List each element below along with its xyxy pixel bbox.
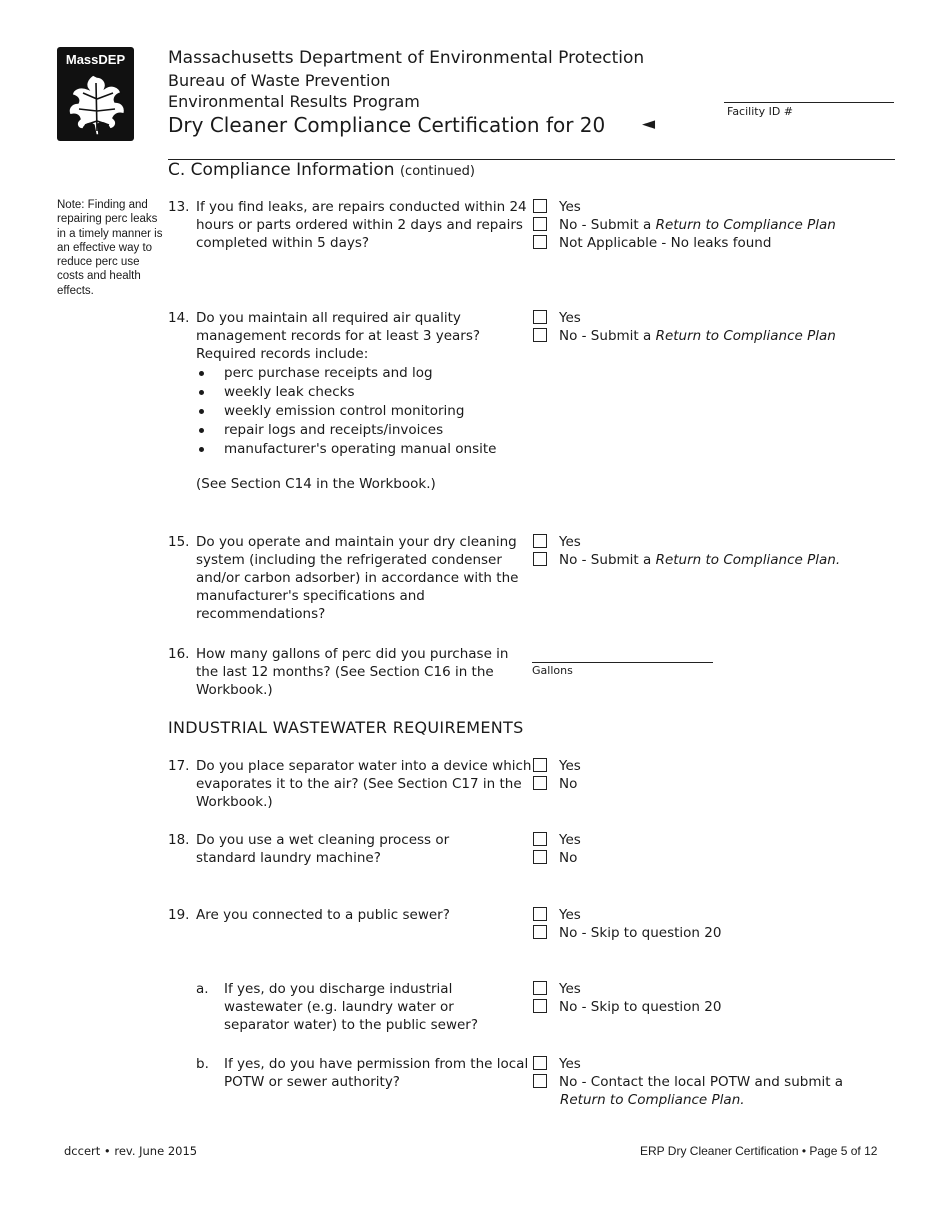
q18-option-yes[interactable]	[533, 831, 581, 849]
option-label: Yes	[559, 534, 581, 550]
list-item: weekly leak checks	[196, 383, 496, 402]
q19a-options	[533, 980, 721, 1016]
question-number: 17.	[168, 758, 190, 774]
option-label: Yes	[559, 199, 581, 215]
q13-option-no[interactable]	[533, 216, 836, 234]
q14-required-records	[196, 364, 496, 459]
q14-options	[533, 309, 836, 345]
section-title-text: C. Compliance Information	[168, 160, 395, 180]
list-item: manufacturer's operating manual onsite	[196, 440, 496, 459]
option-label: Yes	[559, 832, 581, 848]
checkbox[interactable]	[533, 552, 547, 566]
bureau-name: Bureau of Waste Prevention	[168, 71, 391, 90]
checkbox[interactable]	[533, 776, 547, 790]
q19b-option-no-continued	[533, 1091, 863, 1109]
oak-leaf-icon	[63, 69, 129, 139]
question-text: If yes, do you have permission from the local POTW or sewer authority?	[224, 1056, 529, 1090]
q15-option-yes[interactable]	[533, 533, 840, 551]
list-item: weekly emission control monitoring	[196, 402, 496, 421]
option-label: No - Submit a	[559, 217, 656, 233]
option-label: No - Contact the local POTW and submit a	[559, 1074, 844, 1090]
question-text: Do you place separator water into a device which evaporates it to the air? (See Section C17 in the Workbook.)	[196, 758, 532, 810]
option-label: No - Submit a	[559, 552, 656, 568]
checkbox[interactable]	[533, 758, 547, 772]
q13-option-na[interactable]	[533, 234, 836, 252]
option-label: No - Skip to question 20	[559, 925, 722, 941]
q19-option-yes[interactable]	[533, 906, 721, 924]
list-item: repair logs and receipts/invoices	[196, 421, 496, 440]
checkbox[interactable]	[533, 981, 547, 995]
checkbox[interactable]	[533, 328, 547, 342]
question-number: 16.	[168, 646, 190, 662]
question-number: 15.	[168, 534, 190, 550]
q19a-option-no[interactable]	[533, 998, 721, 1016]
option-label: No - Skip to question 20	[559, 999, 722, 1015]
question-text: Are you connected to a public sewer?	[196, 907, 450, 923]
checkbox[interactable]	[533, 534, 547, 548]
option-label: Yes	[559, 310, 581, 326]
industrial-wastewater-heading: INDUSTRIAL WASTEWATER REQUIREMENTS	[168, 718, 524, 737]
question-number: 19.	[168, 907, 190, 923]
side-note: Note: Finding and repairing perc leaks in a timely manner is an effective way to reduce perc use costs and health effects.	[57, 199, 163, 297]
q14-option-yes[interactable]	[533, 309, 836, 327]
checkbox[interactable]	[533, 850, 547, 864]
checkbox[interactable]	[533, 235, 547, 249]
question-letter: a.	[196, 981, 209, 997]
option-label-italic: Return to Compliance Plan	[655, 217, 836, 233]
checkbox[interactable]	[533, 217, 547, 231]
gallons-label: Gallons	[532, 664, 573, 677]
option-label: No	[559, 776, 578, 792]
question-text: Do you maintain all required air quality management records for at least 3 years? Required records include:	[196, 310, 481, 362]
question-text: If you find leaks, are repairs conducted within 24 hours or parts ordered within 2 days and repairs completed within 5 days?	[196, 199, 527, 251]
q14-see-workbook: (See Section C14 in the Workbook.)	[196, 476, 436, 492]
checkbox[interactable]	[533, 199, 547, 213]
q15-options	[533, 533, 840, 569]
option-label: Yes	[559, 981, 581, 997]
q13-option-yes[interactable]	[533, 198, 836, 216]
option-label: No	[559, 850, 578, 866]
q19b-options	[533, 1055, 863, 1109]
question-text: Do you use a wet cleaning process or standard laundry machine?	[196, 832, 450, 866]
checkbox[interactable]	[533, 1074, 547, 1088]
facility-id-label: Facility ID #	[727, 105, 794, 118]
question-number: 14.	[168, 310, 190, 326]
section-title	[168, 160, 475, 180]
q17-options	[533, 757, 581, 793]
question-text: If yes, do you discharge industrial wastewater (e.g. laundry water or separator water) to the public sewer?	[224, 981, 479, 1033]
checkbox[interactable]	[533, 1056, 547, 1070]
form-title: Dry Cleaner Compliance Certification for 20	[168, 113, 606, 137]
agency-name: Massachusetts Department of Environmental Protection	[168, 48, 645, 68]
checkbox[interactable]	[533, 310, 547, 324]
q19-options	[533, 906, 721, 942]
checkbox[interactable]	[533, 925, 547, 939]
question-number: 13.	[168, 199, 190, 215]
checkbox[interactable]	[533, 907, 547, 921]
q17-option-no[interactable]	[533, 775, 581, 793]
q13-options	[533, 198, 836, 252]
option-label: Yes	[559, 758, 581, 774]
q15-option-no[interactable]	[533, 551, 840, 569]
option-label-italic: Return to Compliance Plan.	[560, 1092, 745, 1108]
question-number: 18.	[168, 832, 190, 848]
q18-options	[533, 831, 581, 867]
option-label-italic: Return to Compliance Plan.	[655, 552, 841, 568]
question-text: Do you operate and maintain your dry cleaning system (including the refrigerated condenser and/or carbon adsorber) in accordance with the manufacturer's specifications and recommendations?	[196, 534, 519, 622]
footer-page-info: ERP Dry Cleaner Certification • Page 5 of 12	[640, 1144, 878, 1158]
checkbox[interactable]	[533, 832, 547, 846]
q17-option-yes[interactable]	[533, 757, 581, 775]
gallons-input[interactable]	[534, 644, 712, 660]
question-letter: b.	[196, 1056, 209, 1072]
footer-revision: dccert • rev. June 2015	[64, 1144, 198, 1158]
section-continued: (continued)	[399, 164, 475, 179]
q19-option-no[interactable]	[533, 924, 721, 942]
option-label: Not Applicable - No leaks found	[559, 235, 772, 251]
q18-option-no[interactable]	[533, 849, 581, 867]
option-label: Yes	[559, 1056, 581, 1072]
left-arrow-icon: ◄	[642, 114, 656, 134]
question-text: How many gallons of perc did you purchase in the last 12 months? (See Section C16 in the Workbook.)	[196, 646, 509, 698]
q19a-option-yes[interactable]	[533, 980, 721, 998]
gallons-input-line	[532, 662, 713, 663]
facility-id-field[interactable]	[724, 102, 894, 103]
q19b-option-no[interactable]	[533, 1073, 863, 1091]
program-name: Environmental Results Program	[168, 92, 420, 111]
q14-option-no[interactable]	[533, 327, 836, 345]
option-label: No - Submit a	[559, 328, 656, 344]
list-item: perc purchase receipts and log	[196, 364, 496, 383]
checkbox[interactable]	[533, 999, 547, 1013]
option-label: Yes	[559, 907, 581, 923]
q19b-option-yes[interactable]	[533, 1055, 863, 1073]
logo-text: MassDEP	[65, 52, 126, 67]
option-label-italic: Return to Compliance Plan	[655, 328, 836, 344]
massdep-logo	[57, 47, 134, 141]
